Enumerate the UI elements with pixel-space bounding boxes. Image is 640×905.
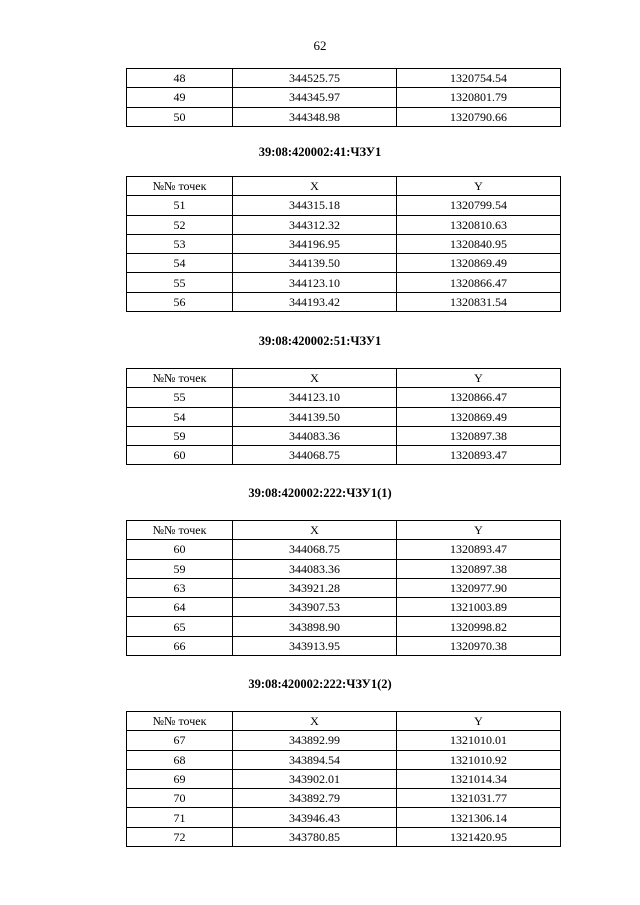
y-coordinate-cell: 1321010.92	[397, 750, 561, 769]
y-coordinate-cell: 1321014.34	[397, 769, 561, 788]
y-coordinate-cell: 1320866.47	[397, 273, 561, 292]
section-title: 39:08:420002:222:ЧЗУ1(1)	[248, 486, 392, 500]
x-coordinate-cell: 343780.85	[233, 827, 397, 846]
x-coordinate-cell: 343892.79	[233, 789, 397, 808]
y-column-header: Y	[397, 712, 561, 731]
table-row	[127, 598, 561, 617]
x-coordinate-cell: 343898.90	[233, 617, 397, 636]
x-column-header: X	[233, 369, 397, 388]
coord-table	[126, 520, 561, 656]
y-coordinate-cell: 1320801.79	[397, 88, 561, 107]
point-number-cell: 65	[127, 617, 233, 636]
coord-table-section-4	[126, 711, 560, 847]
x-coordinate-cell: 344348.98	[233, 107, 397, 126]
y-coordinate-cell: 1320869.49	[397, 407, 561, 426]
x-coordinate-cell: 344196.95	[233, 234, 397, 253]
x-coordinate-cell: 343921.28	[233, 578, 397, 597]
point-number-cell: 71	[127, 808, 233, 827]
point-number-cell: 63	[127, 578, 233, 597]
x-column-header: X	[233, 177, 397, 196]
table-row	[127, 559, 561, 578]
point-number-cell: 60	[127, 540, 233, 559]
coord-table	[126, 68, 561, 127]
point-number-cell: 51	[127, 196, 233, 215]
point-number-cell: 55	[127, 273, 233, 292]
table-row	[127, 407, 561, 426]
y-coordinate-cell: 1320866.47	[397, 388, 561, 407]
point-number-cell: 68	[127, 750, 233, 769]
table-row	[127, 750, 561, 769]
page-number: 62	[313, 38, 327, 53]
point-number-cell: 72	[127, 827, 233, 846]
y-coordinate-cell: 1321010.01	[397, 731, 561, 750]
table-row	[127, 215, 561, 234]
y-coordinate-cell: 1321420.95	[397, 827, 561, 846]
y-column-header: Y	[397, 177, 561, 196]
point-number-cell: 50	[127, 107, 233, 126]
table-row	[127, 578, 561, 597]
y-coordinate-cell: 1320754.54	[397, 69, 561, 88]
x-column-header: X	[233, 712, 397, 731]
x-coordinate-cell: 344139.50	[233, 254, 397, 273]
y-coordinate-cell: 1320977.90	[397, 578, 561, 597]
section-title: 39:08:420002:51:ЧЗУ1	[258, 334, 382, 348]
y-column-header: Y	[397, 369, 561, 388]
table-row	[127, 446, 561, 465]
y-coordinate-cell: 1320998.82	[397, 617, 561, 636]
point-column-header: №№ точек	[127, 369, 233, 388]
y-coordinate-cell: 1320897.38	[397, 426, 561, 445]
y-coordinate-cell: 1320840.95	[397, 234, 561, 253]
coord-table-continued	[126, 68, 560, 127]
x-coordinate-cell: 344193.42	[233, 292, 397, 311]
table-row	[127, 769, 561, 788]
coord-table	[126, 176, 561, 312]
y-coordinate-cell: 1320831.54	[397, 292, 561, 311]
point-number-cell: 66	[127, 636, 233, 655]
x-coordinate-cell: 344083.36	[233, 559, 397, 578]
y-coordinate-cell: 1320897.38	[397, 559, 561, 578]
coord-table-section-2	[126, 368, 560, 465]
point-number-cell: 67	[127, 731, 233, 750]
table-row	[127, 88, 561, 107]
table-row	[127, 196, 561, 215]
point-number-cell: 59	[127, 426, 233, 445]
point-number-cell: 48	[127, 69, 233, 88]
table-row	[127, 273, 561, 292]
x-coordinate-cell: 344123.10	[233, 273, 397, 292]
x-coordinate-cell: 344312.32	[233, 215, 397, 234]
y-coordinate-cell: 1320790.66	[397, 107, 561, 126]
x-coordinate-cell: 343913.95	[233, 636, 397, 655]
x-coordinate-cell: 343907.53	[233, 598, 397, 617]
point-number-cell: 59	[127, 559, 233, 578]
table-row	[127, 234, 561, 253]
table-row	[127, 731, 561, 750]
x-coordinate-cell: 343892.99	[233, 731, 397, 750]
x-column-header: X	[233, 521, 397, 540]
y-coordinate-cell: 1320893.47	[397, 540, 561, 559]
table-header-row	[127, 369, 561, 388]
y-column-header: Y	[397, 521, 561, 540]
table-row	[127, 426, 561, 445]
point-number-cell: 53	[127, 234, 233, 253]
point-number-cell: 60	[127, 446, 233, 465]
x-coordinate-cell: 344139.50	[233, 407, 397, 426]
point-number-cell: 55	[127, 388, 233, 407]
x-coordinate-cell: 344068.75	[233, 540, 397, 559]
point-number-cell: 70	[127, 789, 233, 808]
x-coordinate-cell: 344345.97	[233, 88, 397, 107]
y-coordinate-cell: 1320893.47	[397, 446, 561, 465]
x-coordinate-cell: 344525.75	[233, 69, 397, 88]
table-header-row	[127, 712, 561, 731]
x-coordinate-cell: 343946.43	[233, 808, 397, 827]
table-row	[127, 540, 561, 559]
table-row	[127, 827, 561, 846]
point-number-cell: 56	[127, 292, 233, 311]
coord-table-section-1	[126, 176, 560, 312]
coord-table	[126, 368, 561, 465]
section-title: 39:08:420002:222:ЧЗУ1(2)	[248, 677, 392, 691]
table-row	[127, 388, 561, 407]
point-number-cell: 64	[127, 598, 233, 617]
point-column-header: №№ точек	[127, 521, 233, 540]
y-coordinate-cell: 1321003.89	[397, 598, 561, 617]
point-number-cell: 54	[127, 254, 233, 273]
point-number-cell: 69	[127, 769, 233, 788]
table-header-row	[127, 521, 561, 540]
section-title: 39:08:420002:41:ЧЗУ1	[258, 145, 382, 159]
coord-table-section-3	[126, 520, 560, 656]
y-coordinate-cell: 1320799.54	[397, 196, 561, 215]
table-row	[127, 808, 561, 827]
coord-table	[126, 711, 561, 847]
point-number-cell: 49	[127, 88, 233, 107]
table-row	[127, 292, 561, 311]
x-coordinate-cell: 343894.54	[233, 750, 397, 769]
y-coordinate-cell: 1321306.14	[397, 808, 561, 827]
y-coordinate-cell: 1320810.63	[397, 215, 561, 234]
table-row	[127, 254, 561, 273]
point-number-cell: 54	[127, 407, 233, 426]
x-coordinate-cell: 343902.01	[233, 769, 397, 788]
table-header-row	[127, 177, 561, 196]
x-coordinate-cell: 344123.10	[233, 388, 397, 407]
point-column-header: №№ точек	[127, 177, 233, 196]
x-coordinate-cell: 344083.36	[233, 426, 397, 445]
y-coordinate-cell: 1320970.38	[397, 636, 561, 655]
x-coordinate-cell: 344068.75	[233, 446, 397, 465]
point-number-cell: 52	[127, 215, 233, 234]
x-coordinate-cell: 344315.18	[233, 196, 397, 215]
y-coordinate-cell: 1320869.49	[397, 254, 561, 273]
table-row	[127, 617, 561, 636]
y-coordinate-cell: 1321031.77	[397, 789, 561, 808]
table-row	[127, 636, 561, 655]
table-row	[127, 69, 561, 88]
table-row	[127, 107, 561, 126]
table-row	[127, 789, 561, 808]
point-column-header: №№ точек	[127, 712, 233, 731]
